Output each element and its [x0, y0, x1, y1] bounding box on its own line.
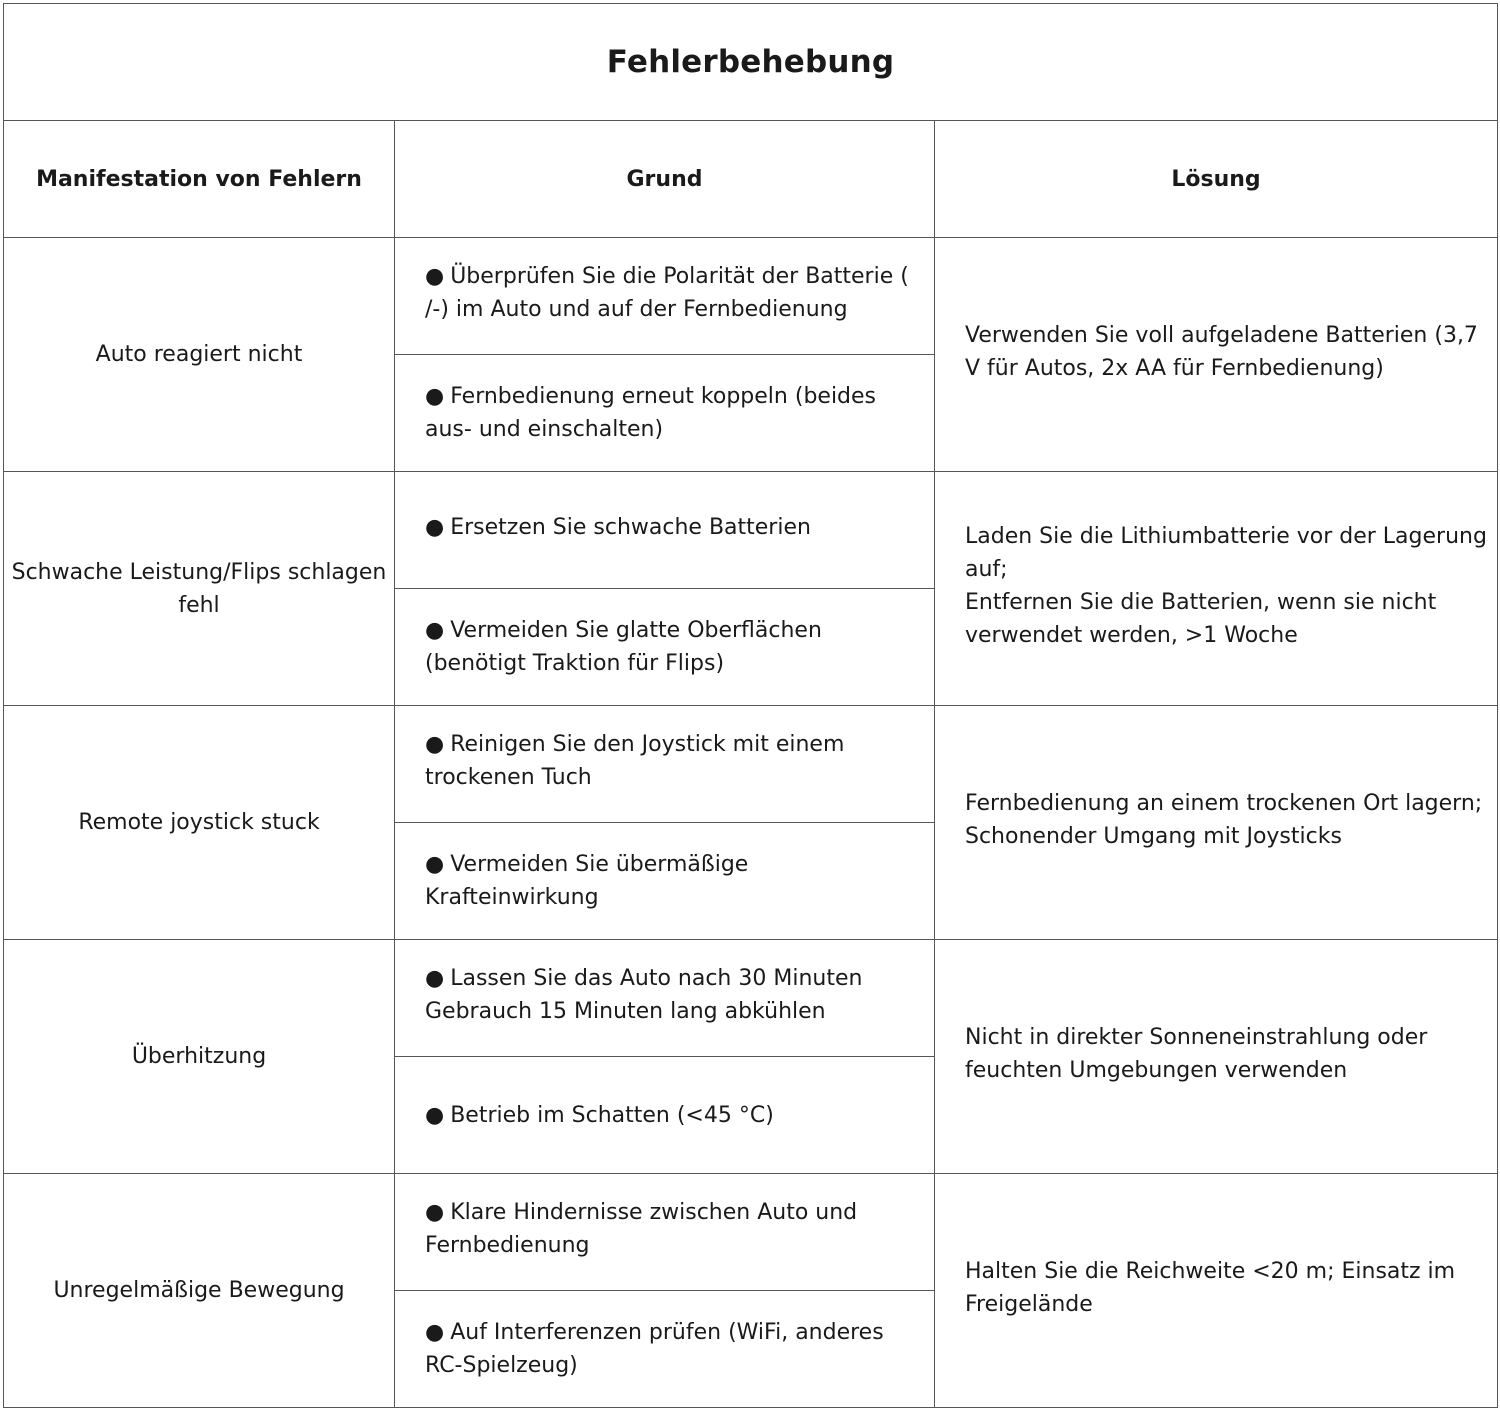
solution-line: Nicht in direkter Sonneneinstrahlung oder feuchten Umgebungen verwenden	[965, 1024, 1428, 1083]
reason-text: Vermeiden Sie übermäßige Krafteinwirkung	[425, 852, 749, 910]
header-reason: Grund	[395, 121, 935, 238]
manifestation-cell: Auto reagiert nicht	[4, 238, 395, 472]
solution-line: Halten Sie die Reichweite <20 m; Einsatz im Freigelände	[965, 1258, 1456, 1317]
bullet-icon: ●	[425, 852, 445, 877]
table-row	[4, 940, 1498, 1057]
header-manifestation: Manifestation von Fehlern	[4, 121, 395, 238]
bullet-icon: ●	[425, 618, 445, 643]
solution-cell	[935, 472, 1498, 706]
bullet-icon: ●	[425, 966, 445, 991]
reason-text: Klare Hindernisse zwischen Auto und Fernbedienung	[425, 1200, 858, 1258]
solution-line: Schonender Umgang mit Joysticks	[965, 823, 1342, 849]
reason-cell	[395, 1057, 935, 1174]
table-row	[4, 1174, 1498, 1291]
reason-cell	[395, 589, 935, 706]
reason-text: Vermeiden Sie glatte Oberflächen (benötigt Traktion für Flips)	[425, 618, 822, 676]
solution-line: Verwenden Sie voll aufgeladene Batterien (3,7 V für Autos, 2x AA für Fernbedienung)	[965, 322, 1478, 381]
bullet-icon: ●	[425, 1320, 445, 1345]
table-body	[4, 238, 1498, 1408]
table-row	[4, 706, 1498, 823]
reason-cell	[395, 706, 935, 823]
reason-cell	[395, 823, 935, 940]
solution-line: Entfernen Sie die Batterien, wenn sie nicht verwendet werden, >1 Woche	[965, 589, 1437, 648]
title-row	[4, 4, 1498, 121]
reason-text: Auf Interferenzen prüfen (WiFi, anderes RC-Spielzeug)	[425, 1320, 884, 1378]
reason-cell	[395, 472, 935, 589]
bullet-icon: ●	[425, 264, 445, 289]
bullet-icon: ●	[425, 514, 445, 540]
reason-text: Lassen Sie das Auto nach 30 Minuten Gebrauch 15 Minuten lang abkühlen	[425, 966, 863, 1024]
bullet-icon: ●	[425, 1102, 445, 1128]
reason-cell	[395, 355, 935, 472]
table-row	[4, 238, 1498, 355]
manifestation-cell: Schwache Leistung/Flips schlagen fehl	[4, 472, 395, 706]
solution-cell	[935, 706, 1498, 940]
reason-text: Fernbedienung erneut koppeln (beides aus- und einschalten)	[425, 384, 877, 442]
manifestation-cell: Unregelmäßige Bewegung	[4, 1174, 395, 1408]
solution-line: Laden Sie die Lithiumbatterie vor der Lagerung auf;	[965, 523, 1487, 582]
table-title: Fehlerbehebung	[4, 4, 1498, 121]
reason-cell	[395, 940, 935, 1057]
header-solution: Lösung	[935, 121, 1498, 238]
manifestation-cell: Überhitzung	[4, 940, 395, 1174]
reason-cell	[395, 1174, 935, 1291]
reason-text: Überprüfen Sie die Polarität der Batterie ( /-) im Auto und auf der Fernbedienung	[425, 264, 909, 322]
bullet-icon: ●	[425, 384, 445, 409]
header-row	[4, 121, 1498, 238]
solution-line: Fernbedienung an einem trockenen Ort lagern;	[965, 790, 1483, 816]
reason-cell	[395, 1291, 935, 1408]
reason-cell	[395, 238, 935, 355]
bullet-icon: ●	[425, 732, 445, 757]
table-row	[4, 472, 1498, 589]
solution-cell	[935, 238, 1498, 472]
bullet-icon: ●	[425, 1200, 445, 1225]
manifestation-cell: Remote joystick stuck	[4, 706, 395, 940]
solution-cell	[935, 940, 1498, 1174]
reason-text: Reinigen Sie den Joystick mit einem trockenen Tuch	[425, 732, 845, 790]
troubleshooting-table	[3, 3, 1498, 1408]
solution-cell	[935, 1174, 1498, 1408]
reason-text: Ersetzen Sie schwache Batterien	[450, 514, 811, 540]
reason-text: Betrieb im Schatten (<45 °C)	[450, 1102, 774, 1128]
